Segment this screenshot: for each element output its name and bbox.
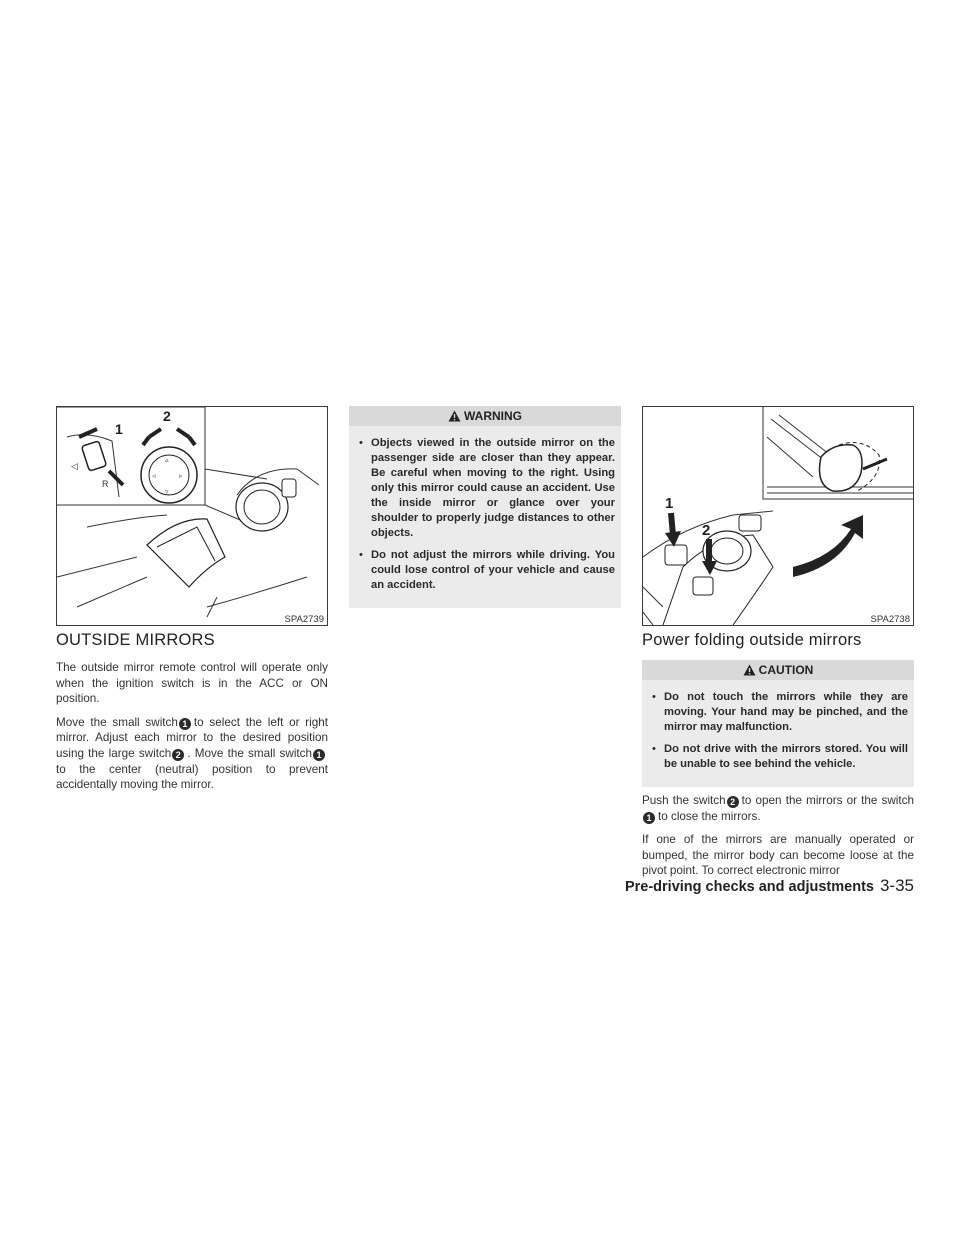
text-segment: . Move the small switch: [187, 746, 313, 760]
text-segment: to select the left or right mirror. Adjust each mirror to the desired position using the large switch: [56, 715, 328, 760]
svg-text:R: R: [102, 479, 109, 489]
right-column: [642, 406, 914, 887]
page-number: 3-35: [879, 876, 914, 895]
svg-text:▿: ▿: [165, 489, 169, 496]
marker-1-badge: 1: [179, 718, 191, 730]
caution-list: [648, 690, 908, 772]
footer-section-title: Pre-driving checks and adjustments: [624, 879, 874, 895]
paragraph-switch-usage: [56, 715, 328, 793]
text-segment: to the center (neutral) position to prevent accidentally moving the mirror.: [56, 762, 328, 792]
svg-text:◁: ◁: [71, 461, 78, 471]
svg-text:▵: ▵: [165, 457, 169, 464]
figure-code: SPA2739: [284, 614, 324, 625]
svg-text:2: 2: [702, 522, 711, 539]
warning-header: [349, 406, 621, 426]
text-segment: Push the switch: [642, 794, 726, 807]
marker-1-badge: 1: [313, 749, 325, 761]
paragraph-ignition: The outside mirror remote control will operate only when the ignition switch is in the ACC or ON position.: [56, 661, 328, 706]
text-segment: to close the mirrors.: [658, 809, 761, 823]
paragraph-switch-fold: [642, 793, 914, 824]
svg-text:◃: ◃: [152, 473, 156, 480]
caution-header: [642, 660, 914, 680]
left-column: [56, 406, 328, 801]
caution-item: • Do not drive with the mirrors stored. You will be unable to see behind the vehicle.: [648, 742, 908, 772]
section-heading: OUTSIDE MIRRORS: [56, 631, 215, 649]
text-segment: to open the mirrors or the switch: [741, 794, 914, 807]
svg-text:▹: ▹: [179, 473, 183, 480]
page-footer: [625, 876, 914, 896]
caution-item: • Do not touch the mirrors while they are moving. Your hand may be pinched, and the mirror may malfunction.: [648, 690, 908, 735]
marker-2-badge: 2: [727, 796, 739, 808]
warning-icon: [448, 410, 461, 422]
svg-text:1: 1: [665, 495, 674, 512]
warning-item: • Objects viewed in the outside mirror on the passenger side are closer than they appear. Be careful when moving to the right. Using only this mirror could cause an accident. Use the inside mirror or glance over your shoulder to properly judge distances to other objects.: [355, 436, 615, 541]
mirror-switch-figure: [56, 406, 328, 626]
mirror-fold-illustration: [643, 407, 913, 625]
warning-title: WARNING: [464, 409, 522, 423]
caution-box: [642, 660, 914, 787]
warning-item: • Do not adjust the mirrors while driving. You could lose control of your vehicle and cause an accident.: [355, 548, 615, 593]
mirror-fold-figure: [642, 406, 914, 626]
svg-text:2: 2: [163, 408, 171, 424]
marker-1-badge: 1: [643, 812, 655, 824]
text-segment: Move the small switch: [56, 715, 178, 729]
paragraph-pivot: If one of the mirrors are manually operated or bumped, the mirror body can become loose at the pivot point. To correct electronic mirror: [642, 833, 914, 878]
caution-title: CAUTION: [758, 663, 814, 677]
middle-column: [349, 406, 621, 608]
warning-box: [349, 406, 621, 608]
figure-code: SPA2738: [870, 614, 910, 625]
mirror-switch-illustration: [57, 407, 327, 625]
warning-icon: [743, 664, 756, 676]
svg-text:1: 1: [115, 421, 123, 437]
section-heading: Power folding outside mirrors: [642, 631, 862, 649]
warning-list: [355, 436, 615, 593]
marker-2-badge: 2: [172, 749, 184, 761]
